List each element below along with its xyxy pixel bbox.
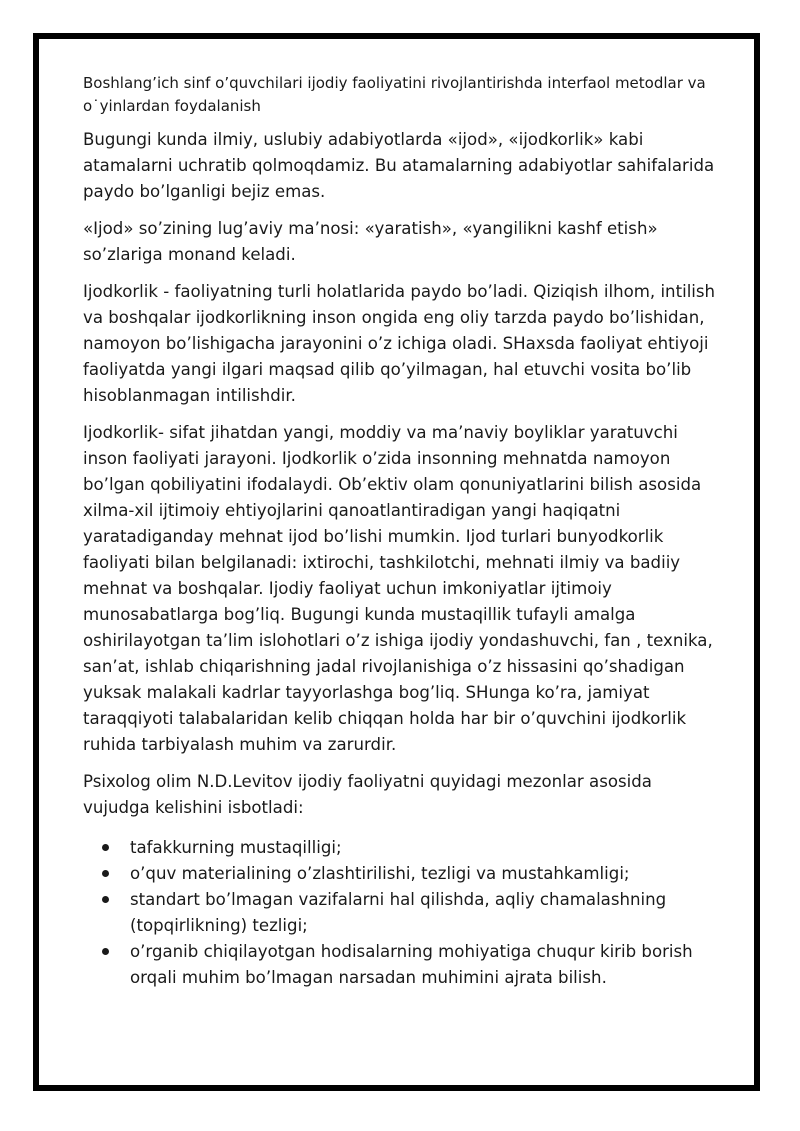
- criteria-list: [83, 835, 723, 991]
- document-body: [83, 72, 723, 991]
- paragraph-intro: Bugungi kunda ilmiy, uslubiy adabiyotlarda «ijod», «ijodkorlik» kabi atamalarni uchratib qolmoqdamiz. Bu atamalarning adabiyotlar sahifalarida paydo bo’lganligi bejiz emas.: [83, 130, 715, 201]
- bullet-icon: [102, 844, 109, 851]
- paragraph-ijodkorlik: Ijodkorlik - faoliyatning turli holatlarida paydo bo’ladi. Qiziqish ilhom, intilish va boshqalar ijodkorlikning inson ongida eng oliy tarzda paydo bo’lishidan, namoyon bo’lishigacha jarayonini o’z ichiga oladi. SHaxsda faoliyat ehtiyoji faoliyatda yangi ilgari maqsad qilib qo’yilmagan, hal etuvchi vosita bo’lib hisoblanmagan intilishdir.: [83, 282, 716, 405]
- document-title: Boshlang’ich sinf o’quvchilari ijodiy faoliyatini rivojlantirishda interfaol metodlar va o˙yinlardan foydalanish: [83, 74, 706, 115]
- list-item: [83, 861, 723, 887]
- list-item-text: standart bo’lmagan vazifalarni hal qilishda, aqliy chamalashning (topqirlikning) tezligi;: [130, 890, 667, 935]
- list-item-text: tafakkurning mustaqilligi;: [130, 838, 342, 857]
- list-item: [83, 835, 723, 861]
- list-item: [83, 887, 723, 939]
- bullet-icon: [102, 948, 109, 955]
- list-item: [83, 939, 723, 991]
- bullet-icon: [102, 870, 109, 877]
- list-item-text: o’quv materialining o’zlashtirilishi, tezligi va mustahkamligi;: [130, 864, 630, 883]
- paragraph-ijodkorlik-definition: Ijodkorlik- sifat jihatdan yangi, moddiy va ma’naviy boyliklar yaratuvchi inson faoliyati jarayoni. Ijodkorlik o’zida insonning mehnatda namoyon bo’lgan qobiliyatini ifodalaydi. Ob’ektiv olam qonuniyatlarini bilish asosida xilma-xil ijtimoiy ehtiyojlarini qanoatlantiradigan yangi haqiqatni yaratadiganday mehnat ijod bo’lishi mumkin. Ijod turlari bunyodkorlik faoliyati bilan belgilanadi: ixtirochi, tashkilotchi, mehnati ilmiy va badiiy mehnat va boshqalar. Ijodiy faoliyat uchun imkoniyatlar ijtimoiy munosabatlarga bog’liq. Bugungi kunda mustaqillik tufayli amalga oshirilayotgan ta’lim islohotlari o’z ishiga ijodiy yondashuvchi, fan , texnika, san’at, ishlab chiqarishning jadal rivojlanishiga o’z hissasini qo’shadigan yuksak malakali kadrlar tayyorlashga bog’liq. SHunga ko’ra, jamiyat taraqqiyoti talabalaridan kelib chiqqan holda har bir o’quvchini ijodkorlik ruhida tarbiyalash muhim va zarurdir.: [83, 423, 713, 754]
- paragraph-ijod-meaning: «Ijod» so’zining lug’aviy ma’nosi: «yaratish», «yangilikni kashf etish» so’zlariga monand keladi.: [83, 219, 658, 264]
- list-item-text: o’rganib chiqilayotgan hodisalarning mohiyatiga chuqur kirib borish orqali muhim bo’lmagan narsadan muhimini ajrata bilish.: [130, 942, 693, 987]
- bullet-icon: [102, 896, 109, 903]
- paragraph-levitov: Psixolog olim N.D.Levitov ijodiy faoliyatni quyidagi mezonlar asosida vujudga kelishini isbotladi:: [83, 772, 652, 817]
